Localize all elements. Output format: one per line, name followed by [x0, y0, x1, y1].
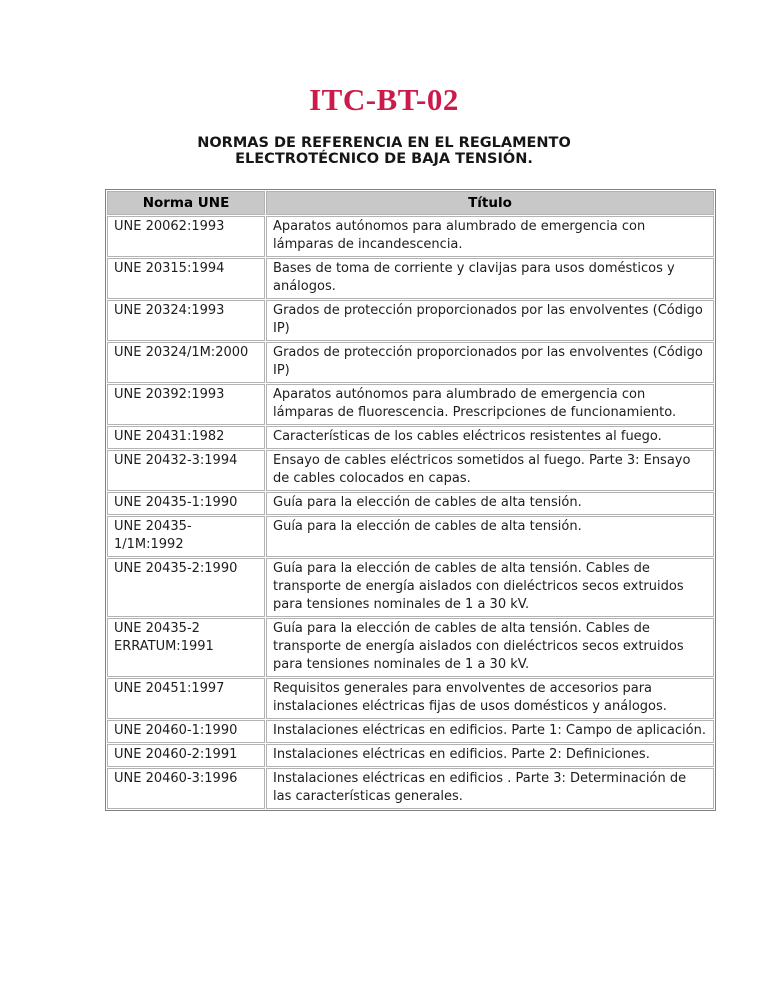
table-row	[107, 720, 714, 743]
titulo-cell: Guía para la elección de cables de alta tensión.	[266, 516, 714, 557]
page-subtitle	[0, 135, 768, 167]
norma-cell: UNE 20062:1993	[107, 216, 265, 257]
table-row	[107, 450, 714, 491]
column-header-norma-une: Norma UNE	[107, 191, 265, 215]
titulo-cell: Instalaciones eléctricas en edificios. Parte 1: Campo de aplicación.	[266, 720, 714, 743]
norma-cell: UNE 20435-2 ERRATUM:1991	[107, 618, 265, 677]
norma-cell: UNE 20392:1993	[107, 384, 265, 425]
table-row	[107, 300, 714, 341]
table-row	[107, 744, 714, 767]
column-header-titulo: Título	[266, 191, 714, 215]
norma-cell: UNE 20431:1982	[107, 426, 265, 449]
subtitle-line-1: NORMAS DE REFERENCIA EN EL REGLAMENTO	[197, 135, 571, 151]
norma-cell: UNE 20451:1997	[107, 678, 265, 719]
titulo-cell: Ensayo de cables eléctricos sometidos al fuego. Parte 3: Ensayo de cables colocados en capas.	[266, 450, 714, 491]
titulo-cell: Grados de protección proporcionados por las envolventes (Código IP)	[266, 342, 714, 383]
norma-cell: UNE 20435-1/1M:1992	[107, 516, 265, 557]
titulo-cell: Instalaciones eléctricas en edificios. Parte 2: Definiciones.	[266, 744, 714, 767]
page-title: ITC-BT-02	[309, 82, 459, 117]
table-body	[107, 216, 714, 809]
table-row	[107, 678, 714, 719]
titulo-cell: Aparatos autónomos para alumbrado de emergencia con lámparas de fluorescencia. Prescripciones de funcionamiento.	[266, 384, 714, 425]
table-row	[107, 768, 714, 809]
titulo-cell: Grados de protección proporcionados por las envolventes (Código IP)	[266, 300, 714, 341]
table-row	[107, 558, 714, 617]
table-header-row	[107, 191, 714, 215]
titulo-cell: Bases de toma de corriente y clavijas para usos domésticos y análogos.	[266, 258, 714, 299]
table-row	[107, 618, 714, 677]
norma-cell: UNE 20432-3:1994	[107, 450, 265, 491]
norma-cell: UNE 20324:1993	[107, 300, 265, 341]
titulo-cell: Aparatos autónomos para alumbrado de emergencia con lámparas de incandescencia.	[266, 216, 714, 257]
titulo-cell: Guía para la elección de cables de alta tensión. Cables de transporte de energía aislados con dieléctricos secos extruidos para tensiones nominales de 1 a 30 kV.	[266, 618, 714, 677]
titulo-cell: Guía para la elección de cables de alta tensión. Cables de transporte de energía aislados con dieléctricos secos extruidos para tensiones nominales de 1 a 30 kV.	[266, 558, 714, 617]
table-row	[107, 258, 714, 299]
titulo-cell: Instalaciones eléctricas en edificios . Parte 3: Determinación de las características generales.	[266, 768, 714, 809]
titulo-cell: Requisitos generales para envolventes de accesorios para instalaciones eléctricas fijas de usos domésticos y análogos.	[266, 678, 714, 719]
norma-cell: UNE 20324/1M:2000	[107, 342, 265, 383]
titulo-cell: Guía para la elección de cables de alta tensión.	[266, 492, 714, 515]
table-row	[107, 342, 714, 383]
norma-cell: UNE 20315:1994	[107, 258, 265, 299]
norma-cell: UNE 20460-2:1991	[107, 744, 265, 767]
norma-cell: UNE 20460-1:1990	[107, 720, 265, 743]
table-row	[107, 384, 714, 425]
titulo-cell: Características de los cables eléctricos resistentes al fuego.	[266, 426, 714, 449]
norma-cell: UNE 20435-1:1990	[107, 492, 265, 515]
table-row	[107, 516, 714, 557]
norma-cell: UNE 20460-3:1996	[107, 768, 265, 809]
normas-une-table	[105, 189, 716, 811]
table-row	[107, 426, 714, 449]
table-row	[107, 216, 714, 257]
subtitle-line-2: ELECTROTÉCNICO DE BAJA TENSIÓN.	[235, 151, 533, 167]
norma-cell: UNE 20435-2:1990	[107, 558, 265, 617]
table-row	[107, 492, 714, 515]
